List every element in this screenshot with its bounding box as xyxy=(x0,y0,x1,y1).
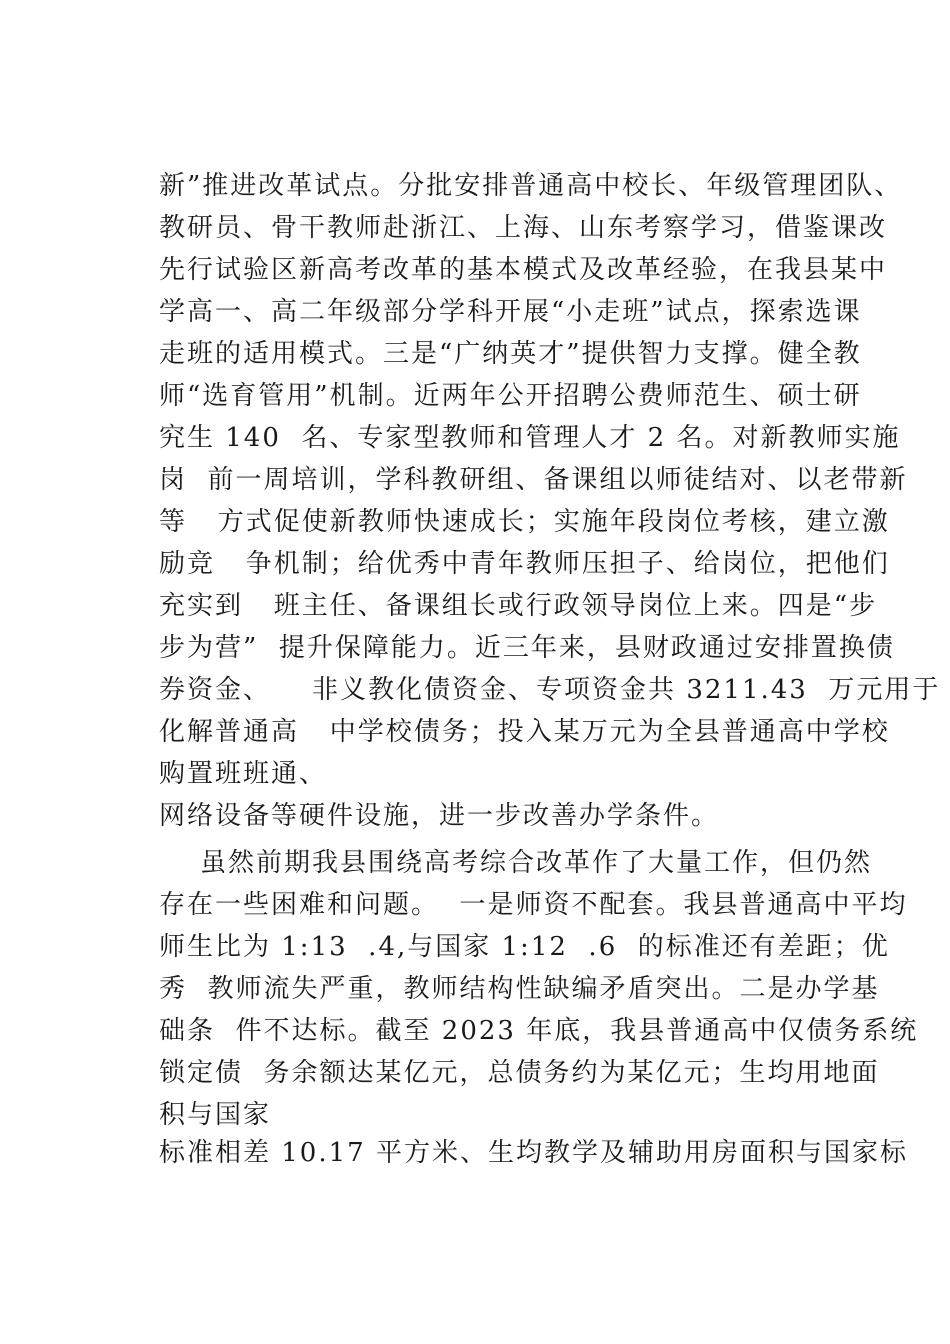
text-line: 券资金、 非义教化债资金、专项资金共 3211.43 万元用于 xyxy=(159,675,941,705)
text-line: 础条 件不达标。截至 2023 年底，我县普通高中仅债务系统 xyxy=(159,1016,919,1046)
text-line: 等 方式促使新教师快速成长；实施年段岗位考核，建立激 xyxy=(159,507,890,537)
text-line: 虽然前期我县围绕高考综合改革作了大量工作，但仍然 xyxy=(159,848,873,878)
text-line: 秀 教师流失严重，教师结构性缺编矛盾突出。二是办学基 xyxy=(159,974,880,1004)
text-line: 走班的适用模式。三是“广纳英才”提供智力支撑。健全教 xyxy=(159,339,862,369)
text-line: 存在一些困难和问题。 一是师资不配套。我县普通高中平均 xyxy=(159,890,908,920)
text-line: 购置班班通、 xyxy=(159,759,328,789)
text-line: 究生 140 名、专家型教师和管理人才 2 名。对新教师实施 xyxy=(159,423,901,453)
text-line: 师生比为 1:13 .4,与国家 1:12 .6 的标准还有差距；优 xyxy=(159,932,890,962)
text-line: 岗 前一周培训，学科教研组、备课组以师徒结对、以老带新 xyxy=(159,465,908,495)
text-line: 励竞 争机制；给优秀中青年教师压担子、给岗位，把他们 xyxy=(159,549,890,579)
text-line: 新”推进改革试点。分批安排普通高中校长、年级管理团队、 xyxy=(159,171,903,201)
text-line: 先行试验区新高考改革的基本模式及改革经验，在我县某中 xyxy=(159,255,888,285)
text-line: 标准相差 10.17 平方米、生均教学及辅助用房面积与国家标 xyxy=(159,1138,908,1168)
text-line: 师“选育管用”机制。近两年公开招聘公费师范生、硕士研 xyxy=(159,381,862,411)
text-line: 步为营” 提升保障能力。近三年来，县财政通过安排置换债 xyxy=(159,633,895,663)
text-line: 网络设备等硬件设施，进一步改善办学条件。 xyxy=(159,801,720,831)
text-line: 充实到 班主任、备课组长或行政领导岗位上来。四是“步 xyxy=(159,591,878,621)
text-line: 化解普通高 中学校债务；投入某万元为全县普通高中学校 xyxy=(159,717,890,747)
text-line: 积与国家 xyxy=(159,1100,272,1130)
text-line: 锁定债 务余额达某亿元，总债务约为某亿元；生均用地面 xyxy=(159,1058,880,1088)
text-line: 学高一、高二年级部分学科开展“小走班”试点，探索选课 xyxy=(159,297,862,327)
text-line: 教研员、骨干教师赴浙江、上海、山东考察学习，借鉴课改 xyxy=(159,213,888,243)
